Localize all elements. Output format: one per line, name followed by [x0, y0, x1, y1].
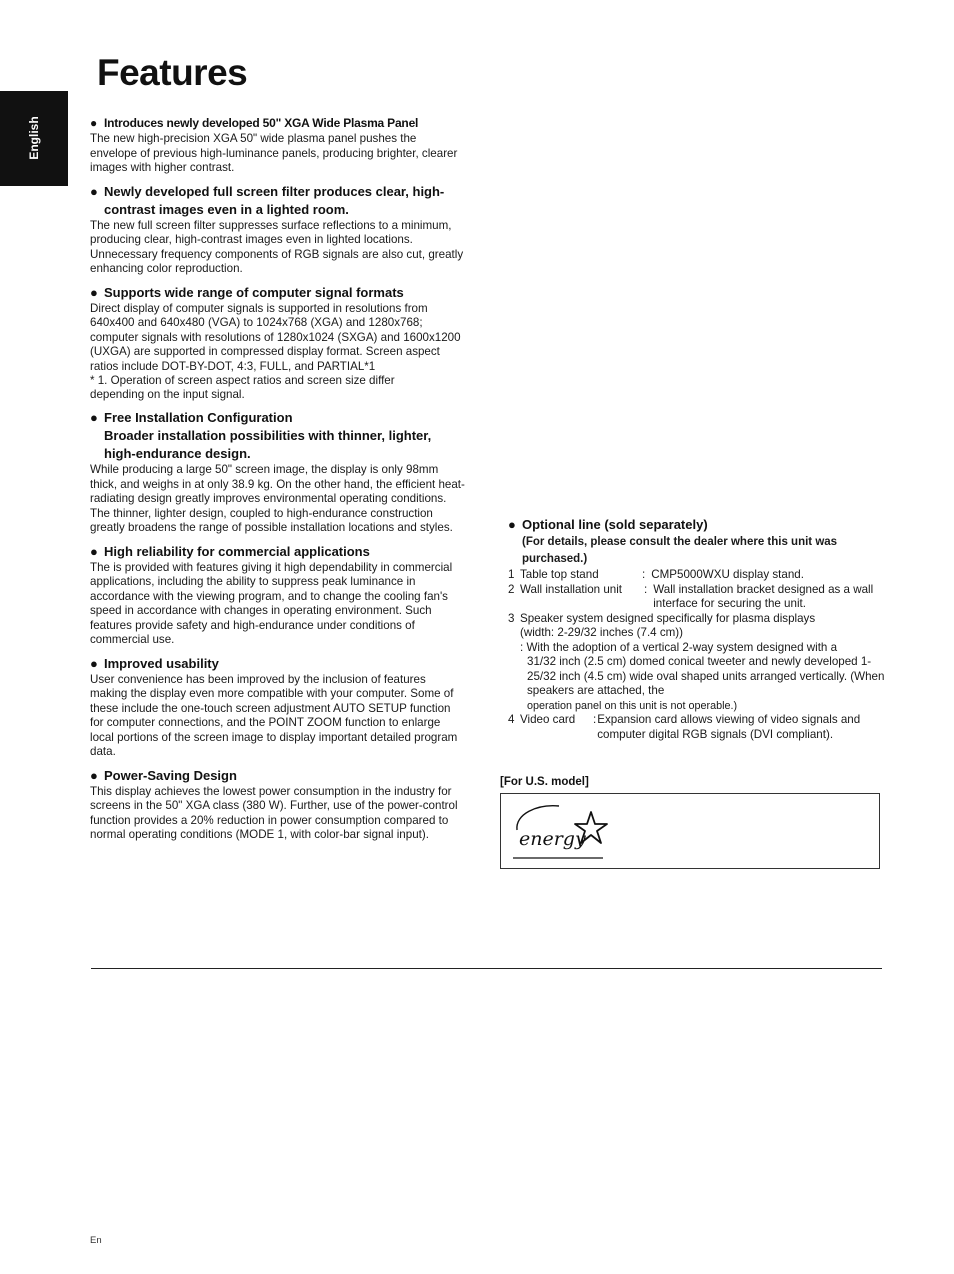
energy-star-logo-icon [511, 800, 611, 862]
feature-heading: ● Free Installation Configuration Broader installation possibilities with thinner, lighter, high-endurance design. [90, 410, 432, 461]
footnote: * 1. Operation of screen aspect ratios and screen size differ depending on the input signal. [90, 374, 395, 401]
feature-body: This display achieves the lowest power consumption in the industry for screens in the 50" XGA class (380 W). Further, use of the power-control function provides a 20% reduction in power consumption compared to normal operating conditions (MODE 1, with color-bar signal input). [90, 784, 458, 841]
feature-heading: ● High reliability for commercial applications [90, 543, 370, 559]
feature-section [90, 409, 466, 536]
feature-heading: ● Supports wide range of computer signal formats [90, 284, 404, 300]
bullet-icon: ● [90, 410, 98, 425]
page-title: Features [97, 52, 248, 93]
optional-subheading: (For details, please consult the dealer where this unit was purchased.) [522, 536, 838, 565]
bullet-icon: ● [508, 517, 516, 532]
optional-heading: ● Optional line (sold separately) [508, 517, 708, 532]
optional-item: 1 Table top stand : CMP5000WXU display stand. [508, 568, 804, 581]
language-tab-label: English [27, 116, 41, 160]
feature-section [90, 543, 466, 648]
bullet-icon: ● [90, 183, 98, 199]
bullet-icon: ● [90, 284, 98, 300]
feature-subheading: Broader installation possibilities with thinner, lighter, high-endurance design. [104, 428, 432, 461]
feature-body: The new full screen filter suppresses surface reflections to a minimum, producing clear, high-contrast images even in lighted locations. Unnecessary frequency components of RGB signals are also cut, greatly enhancing color reproduction. [90, 218, 464, 275]
bullet-icon: ● [90, 116, 98, 130]
svg-text:energy: energy [519, 828, 586, 850]
energy-star-box [500, 793, 880, 869]
feature-body: The new high-precision XGA 50" wide plasma panel pushes the envelope of previous high-luminance panels, producing brighter, clearer images with higher contrast. [90, 132, 458, 174]
optional-line-section [508, 516, 888, 742]
feature-heading: ● Introduces newly developed 50" XGA Wide Plasma Panel [90, 116, 419, 130]
feature-section [90, 284, 466, 403]
feature-body: The is provided with features giving it high dependability in commercial applications, including the ability to suppress peak luminance in accordance with the viewing program, and to change the cooling fan's speed in accordance with changes in operating environment. Such features provide safety and high-endurance under conditions of commercial use. [90, 560, 453, 646]
feature-heading: ● Newly developed full screen filter produces clear, high-contrast images even in a lighted room. [90, 183, 445, 217]
optional-item: 3 Speaker system designed specifically for plasma displays (width: 2-29/32 inches (7.4 cm)) : With the adoption of a vertical 2-way system designed with a 31/32 inch (2.5 cm) domed conical tweeter and newly developed 1-25/32 inch (4.5 cm) wide oval shaped units arranged vertically. (When speakers are attached, the operation panel on this unit is not operable.) [508, 611, 885, 712]
feature-body: While producing a large 50" screen image, the display is only 98mm thick, and weighs in at only 38.9 kg. On the other hand, the efficient heat-radiating design greatly improves environmental operating conditions. The thinner, lighter design, coupled to high-endurance construction greatly broadens the range of possible installation locations and styles. [90, 463, 465, 534]
footer-language-code: En [90, 1235, 102, 1246]
feature-body: Direct display of computer signals is supported in resolutions from 640x400 and 640x480 (VGA) to 1024x768 (XGA) and 1280x768; computer signals with resolutions of 1280x1024 (SXGA) and 1600x1200 (UXGA) are supported in compressed display format. Screen aspect ratios include DOT-BY-DOT, 4:3, FULL, and PARTIAL*1 [90, 301, 461, 373]
bullet-icon: ● [90, 767, 98, 783]
optional-item: 4 Video card : Expansion card allows viewing of video signals and computer digital RGB signals (DVI compliant). [508, 713, 861, 741]
features-column [90, 114, 466, 850]
feature-section [90, 767, 466, 843]
feature-heading: ● Power-Saving Design [90, 767, 237, 783]
optional-item: 2 Wall installation unit : Wall installation bracket designed as a wall interface for securing the unit. [508, 582, 874, 610]
bullet-icon: ● [90, 655, 98, 671]
us-model-label: [For U.S. model] [500, 776, 589, 788]
bullet-icon: ● [90, 543, 98, 559]
feature-body: User convenience has been improved by the inclusion of features making the display even more compatible with your computer. Some of these include the one-touch screen adjustment AUTO SETUP function for computer connections, and the POINT ZOOM function to enlarge local portions of the screen image to display important detailed program data. [90, 672, 458, 758]
feature-section [90, 183, 466, 277]
feature-section [90, 655, 466, 760]
feature-section [90, 114, 466, 176]
feature-heading: ● Improved usability [90, 655, 219, 671]
footer-divider [91, 968, 882, 969]
